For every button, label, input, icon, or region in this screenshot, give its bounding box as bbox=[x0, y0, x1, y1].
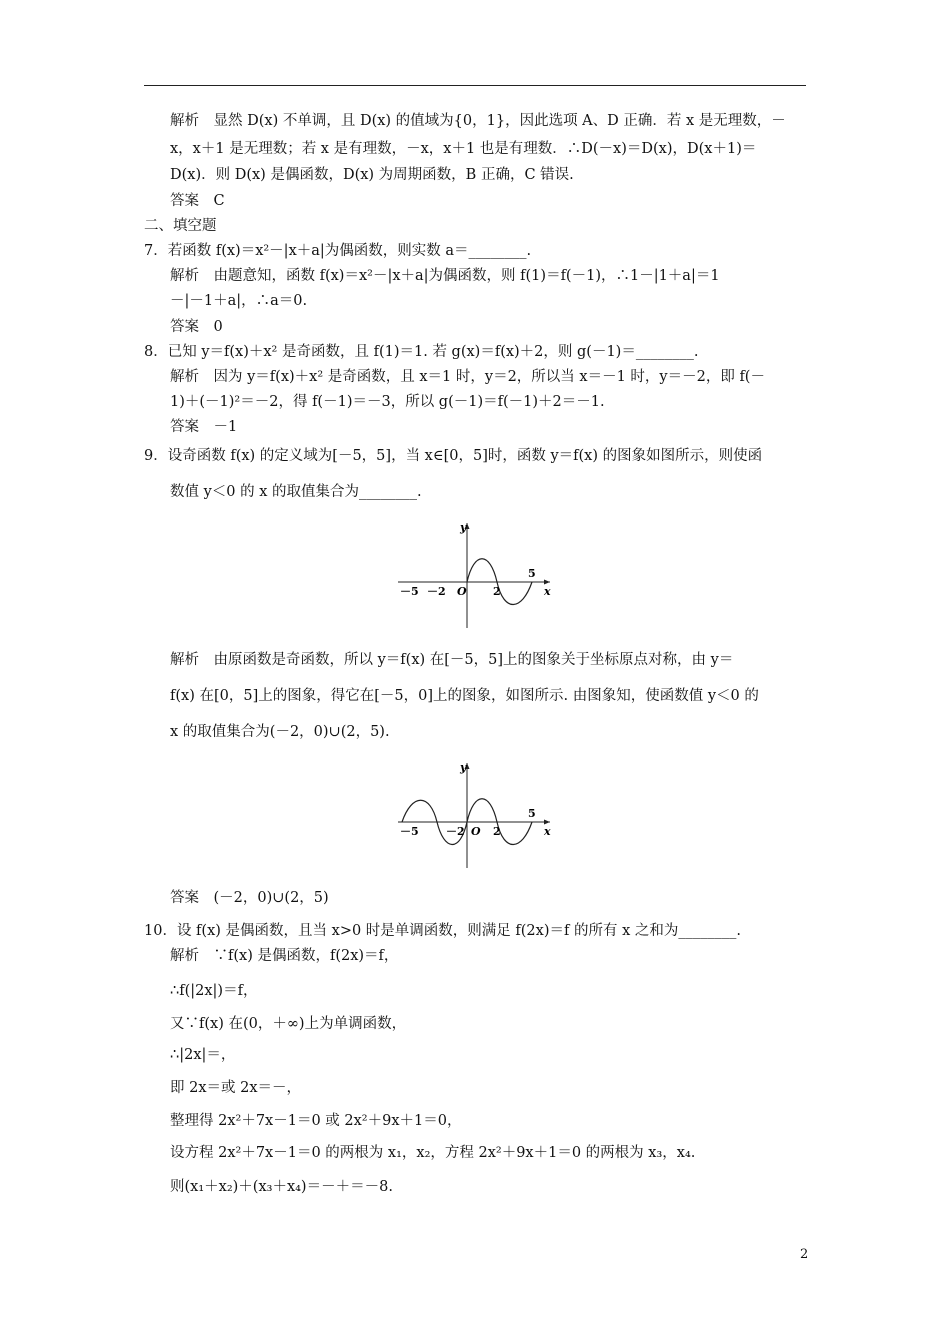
text-line: 10．设 f(x) 是偶函数，且当 x>0 时是单调函数，则满足 f(2x)＝f 的所有 x 之和为________. bbox=[144, 923, 741, 939]
text-line: 8．已知 y＝f(x)＋x² 是奇函数，且 f(1)＝1. 若 g(x)＝f(x)＋2，则 g(－1)＝________. bbox=[144, 344, 699, 360]
graph-figure-2 bbox=[390, 755, 560, 875]
tick-label: 5 bbox=[528, 567, 536, 580]
text-line: 解析 由题意知，函数 f(x)＝x²－|x＋a|为偶函数，则 f(1)＝f(－1)，∴1－|1＋a|＝1 bbox=[170, 268, 720, 284]
text-line: 答案 －1 bbox=[170, 419, 238, 435]
tick-label: －2 bbox=[446, 825, 465, 838]
header-rule bbox=[144, 85, 806, 86]
text-line: f(x) 在[0，5]上的图象，得它在[－5，0]上的图象，如图所示. 由图象知，使函数值 y＜0 的 bbox=[170, 688, 759, 704]
tick-label: －2 bbox=[427, 585, 446, 598]
graph-figure-1 bbox=[390, 515, 560, 635]
x-axis-label: x bbox=[544, 585, 551, 598]
tick-label: 2 bbox=[493, 585, 501, 598]
page-number: 2 bbox=[800, 1247, 809, 1262]
text-line: 则(x₁＋x₂)＋(x₃＋x₄)＝－＋＝－8. bbox=[170, 1179, 393, 1195]
text-line: 1)＋(－1)²＝－2，得 f(－1)＝－3，所以 g(－1)＝f(－1)＋2＝－1. bbox=[170, 394, 605, 410]
text-line: 解析 因为 y＝f(x)＋x² 是奇函数，且 x＝1 时，y＝2，所以当 x＝－1 时，y＝－2，即 f(－ bbox=[170, 369, 765, 385]
tick-label: 5 bbox=[528, 807, 536, 820]
text-line: 7．若函数 f(x)＝x²－|x＋a|为偶函数，则实数 a＝________. bbox=[144, 243, 532, 259]
x-axis-label: x bbox=[544, 825, 551, 838]
text-line: 解析 由原函数是奇函数，所以 y＝f(x) 在[－5，5]上的图象关于坐标原点对称，由 y＝ bbox=[170, 652, 734, 668]
text-line: －|－1＋a|，∴a＝0. bbox=[170, 293, 308, 309]
text-line: 设方程 2x²＋7x－1＝0 的两根为 x₁，x₂，方程 2x²＋9x＋1＝0 的两根为 x₃，x₄. bbox=[170, 1145, 696, 1161]
text-line: 答案 C bbox=[170, 193, 225, 209]
tick-label: －5 bbox=[400, 585, 419, 598]
origin-label: O bbox=[471, 825, 481, 838]
text-line: x，x＋1 是无理数；若 x 是有理数，－x，x＋1 也是有理数．∴D(－x)＝D(x)，D(x＋1)＝ bbox=[170, 141, 757, 157]
text-line: 解析 ∵f(x) 是偶函数，f(2x)＝f， bbox=[170, 948, 399, 964]
text-line: 又∵f(x) 在(0，＋∞)上为单调函数， bbox=[170, 1016, 407, 1032]
text-line: D(x)．则 D(x) 是偶函数，D(x) 为周期函数，B 正确，C 错误. bbox=[170, 167, 574, 183]
tick-label: 2 bbox=[493, 825, 501, 838]
text-line: 答案 (－2，0)∪(2，5) bbox=[170, 890, 329, 906]
text-line: ∴|2x|＝， bbox=[170, 1047, 236, 1063]
origin-label: O bbox=[457, 585, 467, 598]
y-axis-label: y bbox=[460, 521, 467, 534]
y-axis-label: y bbox=[460, 761, 467, 774]
text-line: 即 2x＝或 2x＝－， bbox=[170, 1080, 302, 1096]
text-line: 整理得 2x²＋7x－1＝0 或 2x²＋9x＋1＝0， bbox=[170, 1113, 462, 1129]
text-line: 答案 0 bbox=[170, 319, 223, 335]
text-line: 9．设奇函数 f(x) 的定义域为[－5，5]，当 x∈[0，5]时，函数 y＝f(x) 的图象如图所示，则使函 bbox=[144, 448, 763, 464]
text-line: 二、填空题 bbox=[144, 218, 217, 234]
text-line: ∴f(|2x|)＝f， bbox=[170, 983, 258, 999]
text-line: x 的取值集合为(－2，0)∪(2，5). bbox=[170, 724, 390, 740]
tick-label: －5 bbox=[400, 825, 419, 838]
text-line: 解析 显然 D(x) 不单调，且 D(x) 的值域为{0，1}，因此选项 A、D 正确．若 x 是无理数，－ bbox=[170, 113, 786, 129]
text-line: 数值 y＜0 的 x 的取值集合为________. bbox=[170, 484, 422, 500]
